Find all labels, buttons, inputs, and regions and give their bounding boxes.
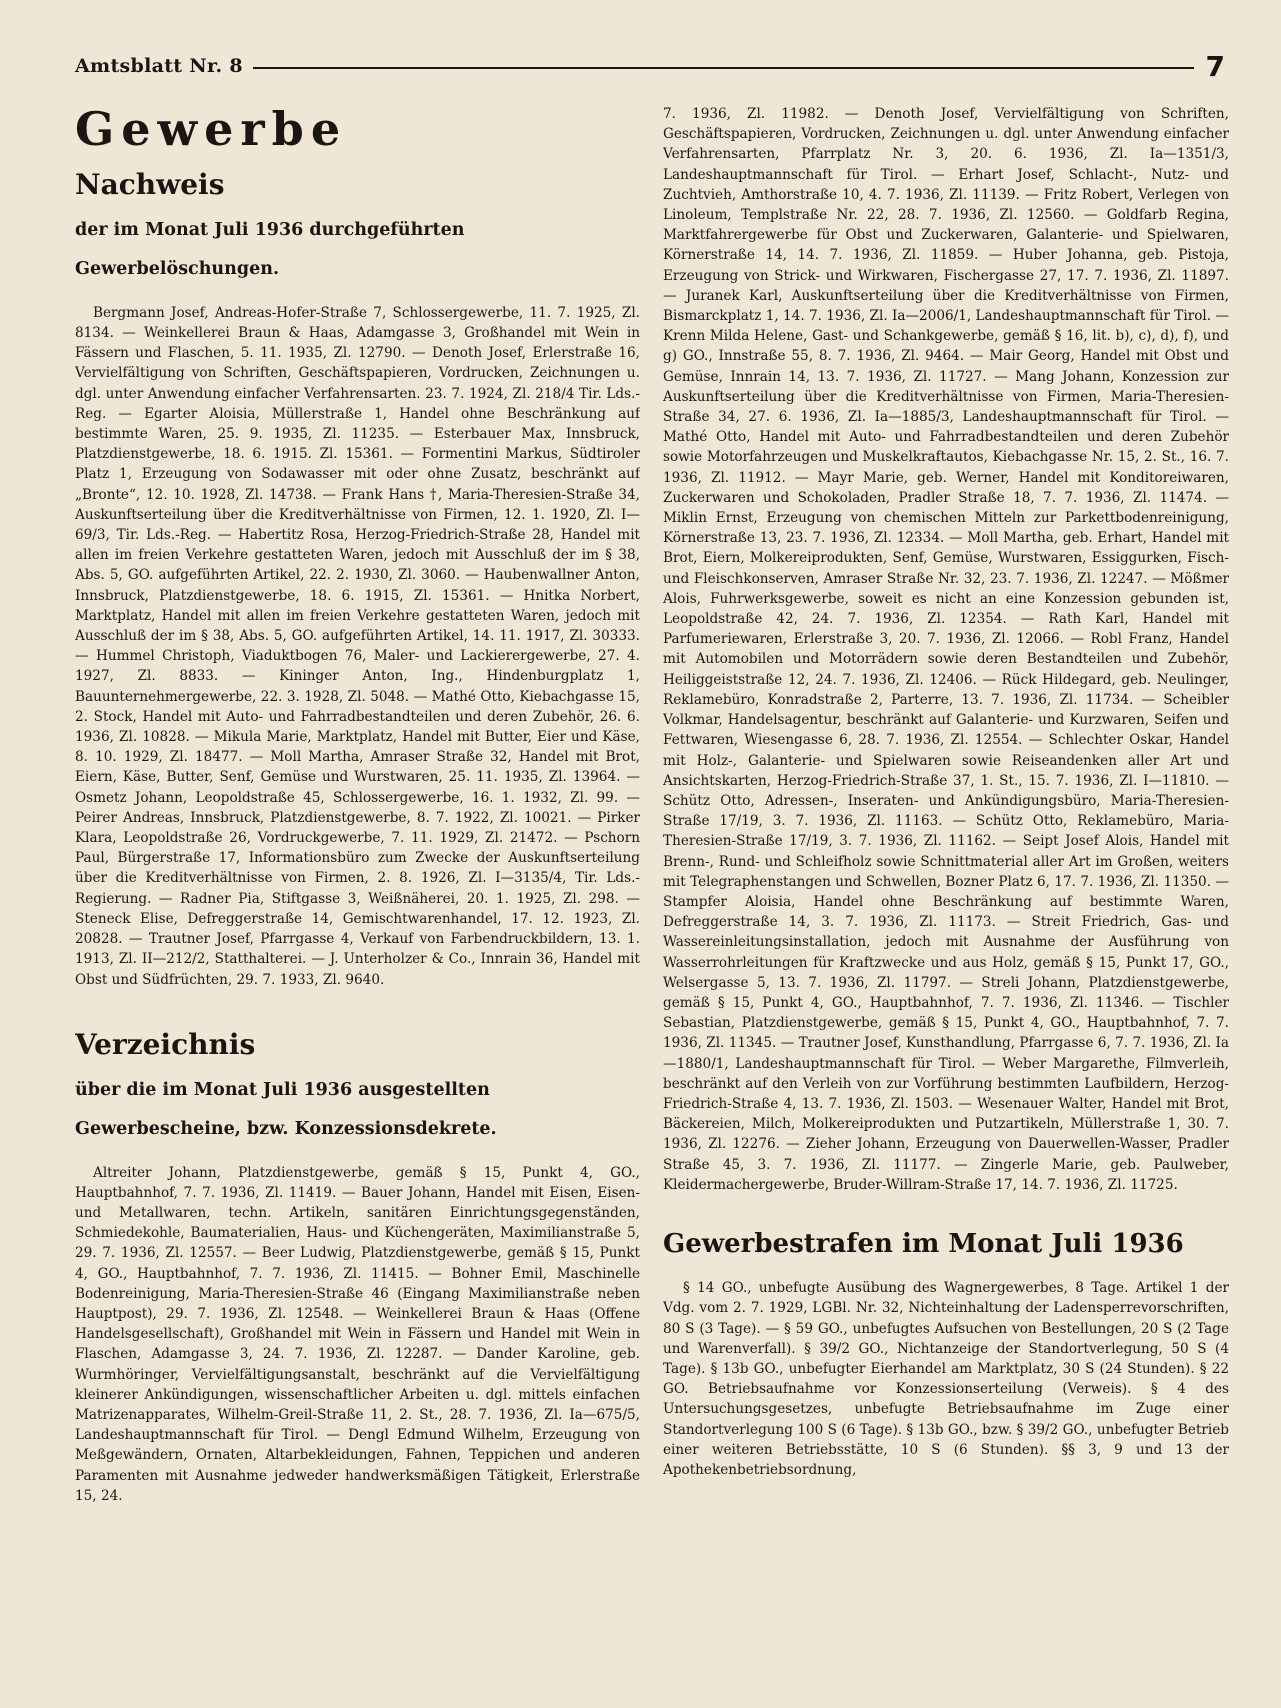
section-title-nachweis: Nachweis [75, 168, 225, 201]
header-title: Amtsblatt Nr. 8 [75, 55, 243, 77]
header-rule [253, 67, 1194, 69]
page-number: 7 [1205, 49, 1225, 83]
right-column [663, 104, 1229, 1480]
section-subtitle-verzeichnis: über die im Monat Juli 1936 ausgestellten Gewerbescheine, bzw. Konzessionsdekrete. [75, 1079, 497, 1139]
gewerbeloeschungen-text: Bergmann Josef, Andreas-Hofer-Straße 7, Schlossergewerbe, 11. 7. 1925, Zl. 8134. — Weinkellerei Braun & Haas, Adamgasse 3, Großhandel mit Wein in Fässern und Flaschen, 5. 11. 1935, Zl. 12790. — Denoth Josef, Erlerstraße 16, Vervielfältigung von Schriften, Geschäftspapieren, Vordrucken, Zeichnungen u. dgl. unter Anwendung einfacher Verfahrensarten. 23. 7. 1924, Zl. 218/4 Tir. Lds.-Reg. — Egarter Aloisia, Müllerstraße 1, Handel ohne Beschränkung auf bestimmte Waren, 25. 9. 1935, Zl. 11235. — Esterbauer Max, Innsbruck, Platzdienstgewerbe, 18. 6. 1915. Zl. 15361. — Formentini Markus, Südtiroler Platz 1, Erzeugung von Sodawasser mit oder ohne Zusatz, beschränkt auf „Bronte“, 12. 10. 1928, Zl. 14738. — Frank Hans †, Maria-Theresien-Straße 34, Auskunftserteilung über die Kreditverhältnisse von Firmen, 12. 1. 1920, Zl. I—69/3, Tir. Lds.-Reg. — Habertitz Rosa, Herzog-Friedrich-Straße 28, Handel mit allen im freien Verkehre gestatteten Waren, jedoch mit Ausschluß der im § 38, Abs. 5, GO. aufgeführten Artikel, 22. 2. 1930, Zl. 3060. — Haubenwallner Anton, Innsbruck, Platzdienstgewerbe, 18. 6. 1915, Zl. 15361. — Hnitka Norbert, Marktplatz, Handel mit allen im freien Verkehre gestatteten Waren, jedoch mit Ausschluß der im § 38, Abs. 5, GO. aufgeführten Artikel, 14. 11. 1917, Zl. 30333. — Hummel Christoph, Viaduktbogen 76, Maler- und Lackierergewerbe, 27. 4. 1927, Zl. 8833. — Kininger Anton, Ing., Hindenburgplatz 1, Bauunternehmergewerbe, 22. 3. 1928, Zl. 5048. — Mathé Otto, Kiebachgasse 15, 2. Stock, Handel mit Auto- und Fahrradbestandteilen und deren Zubehör, 26. 6. 1936, Zl. 10828. — Mikula Marie, Marktplatz, Handel mit Butter, Eier und Käse, 8. 10. 1929, Zl. 18477. — Moll Martha, Amraser Straße 32, Handel mit Brot, Eiern, Käse, Butter, Senf, Gemüse und Wurstwaren, 25. 11. 1935, Zl. 13964. — Osmetz Johann, Leopoldstraße 45, Schlossergewerbe, 16. 1. 1932, Zl. 99. — Peirer Andreas, Innsbruck, Platzdienstgewerbe, 8. 7. 1922, Zl. 10021. — Pirker Klara, Leopoldstraße 26, Vordruckgewerbe, 7. 11. 1929, Zl. 21472. — Pschorn Paul, Bürgerstraße 17, Informationsbüro zum Zwecke der Auskunftserteilung über die Kreditverhältnisse von Firmen, 2. 8. 1926, Zl. I—3135/4, Tir. Lds.-Regierung. — Radner Pia, Stiftgasse 3, Weißnäherei, 20. 1. 1925, Zl. 298. — Steneck Elise, Defreggerstraße 14, Gemischtwarenhandel, 17. 12. 1923, Zl. 20828. — Trautner Josef, Pfarrgasse 4, Verkauf von Farbendruckbildern, 13. 1. 1913, Zl. II—212/2, Statthalterei. — J. Unterholzer & Co., Innrain 36, Handel mit Obst und Südfrüchten, 29. 7. 1933, Zl. 9640. [75, 304, 640, 988]
main-title: Gewerbe [75, 102, 348, 156]
left-column [75, 96, 640, 1506]
gewerbestrafen-text: § 14 GO., unbefugte Ausübung des Wagnergewerbes, 8 Tage. Artikel 1 der Vdg. vom 2. 7. 1929, LGBl. Nr. 32, Nichteinhaltung der Ladensperrevorschriften, 80 S (3 Tage). — § 59 GO., unbefugtes Aufsuchen von Bestellungen, 20 S (2 Tage und Warenverfall). § 39/2 GO., Nichtanzeige der Standortverlegung, 50 S (4 Tage). § 13b GO., unbefugter Eierhandel am Marktplatz, 30 S (24 Stunden). § 22 GO. Betriebsaufnahme vor Konzessionserteilung (Verweis). § 4 des Untersuchungsgesetzes, unbefugte Betriebsaufnahme im Zuge einer Standortverlegung 100 S (6 Tage). § 13b GO., bzw. § 39/2 GO., unbefugter Betrieb einer weiteren Betriebsstätte, 10 S (6 Stunden). §§ 3, 9 und 13 der Apothekenbetriebsordnung, [663, 1280, 1229, 1478]
section-title-gewerbestrafen: Gewerbestrafen im Monat Juli 1936 [663, 1228, 1184, 1259]
gewerbescheine-text: Altreiter Johann, Platzdienstgewerbe, gemäß § 15, Punkt 4, GO., Hauptbahnhof, 7. 7. 1936, Zl. 11419. — Bauer Johann, Handel mit Eisen, Eisen- und Metallwaren, techn. Artikeln, sanitären Einrichtungsgegenständen, Schmiedekohle, Baumaterialien, Haus- und Küchengeräten, Maximilianstraße 5, 29. 7. 1936, Zl. 12557. — Beer Ludwig, Platzdienstgewerbe, gemäß § 15, Punkt 4, GO., Hauptbahnhof, 7. 7. 1936, Zl. 11415. — Bohner Emil, Maschinelle Bodenreinigung, Maria-Theresien-Straße 46 (Eingang Maximilianstraße neben Hauptpost), 29. 7. 1936, Zl. 12548. — Weinkellerei Braun & Haas (Offene Handelsgesellschaft), Großhandel mit Wein in Fässern und Handel mit Wein in Flaschen, Adamgasse 3, 24. 7. 1936, Zl. 12287. — Dander Karoline, geb. Wurmhöringer, Vervielfältigungsanstalt, beschränkt auf die Vervielfältigung kleinerer Ankündigungen, wissenschaftlicher Arbeiten u. dgl. mittels einfachen Matrizenapparates, Wilhelm-Greil-Straße 11, 2. St., 28. 7. 1936, Zl. Ia—675/5, Landeshauptmannschaft für Tirol. — Dengl Edmund Wilhelm, Erzeugung von Meßgewändern, Ornaten, Altarbekleidungen, Fahnen, Teppichen und anderen Paramenten mit Ausnahme jedweder handwerksmäßigen Tätigkeit, Erlerstraße 15, 24. [75, 1164, 640, 1504]
section-title-verzeichnis: Verzeichnis [75, 1027, 256, 1061]
page-header [75, 50, 1225, 82]
gewerbescheine-continued-text: 7. 1936, Zl. 11982. — Denoth Josef, Vervielfältigung von Schriften, Geschäftspapieren, Vordrucken, Zeichnungen u. dgl. unter Anwendung einfacher Verfahrensarten, Pfarrplatz Nr. 3, 20. 6. 1936, Zl. Ia—1351/3, Landeshauptmannschaft für Tirol. — Erhart Josef, Schlacht-, Nutz- und Zuchtvieh, Amthorstraße 10, 4. 7. 1936, Zl. 11139. — Fritz Robert, Verlegen von Linoleum, Templstraße Nr. 22, 28. 7. 1936, Zl. 12560. — Goldfarb Regina, Marktfahrergewerbe für Obst und Zuckerwaren, Galanterie- und Spielwaren, Körnerstraße 14, 14. 7. 1936, Zl. 11859. — Huber Johanna, geb. Pistoja, Erzeugung von Strick- und Wirkwaren, Fischergasse 27, 17. 7. 1936, Zl. 11897. — Juranek Karl, Auskunftserteilung über die Kreditverhältnisse von Firmen, Bismarckplatz 1, 14. 7. 1936, Zl. Ia—2006/1, Landeshauptmannschaft für Tirol. — Krenn Milda Helene, Gast- und Schankgewerbe, gemäß § 16, lit. b), c), d), f), und g) GO., Innstraße 55, 8. 7. 1936, Zl. 9464. — Mair Georg, Handel mit Obst und Gemüse, Innrain 14, 13. 7. 1936, Zl. 11727. — Mang Johann, Konzession zur Auskunftserteilung über die Kreditverhältnisse von Firmen, Maria-Theresien-Straße 34, 27. 6. 1936, Zl. Ia—1885/3, Landeshauptmannschaft für Tirol. — Mathé Otto, Handel mit Auto- und Fahrradbestandteilen und deren Zubehör sowie Motorfahrzeugen und Muskelkraftautos, Kiebachgasse Nr. 15, 2. St., 16. 7. 1936, Zl. 11912. — Mayr Marie, geb. Werner, Handel mit Konditoreiwaren, Zuckerwaren und Schokoladen, Pradler Straße 18, 7. 7. 1936, Zl. 11474. — Miklin Ernst, Erzeugung von chemischen Mitteln zur Parkettbodenreinigung, Körnerstraße 13, 23. 7. 1936, Zl. 12334. — Moll Martha, geb. Erhart, Handel mit Brot, Eiern, Molkereiprodukten, Senf, Gemüse, Wurstwaren, Essiggurken, Fisch- und Fleischkonserven, Amraser Straße Nr. 32, 23. 7. 1936, Zl. 12247. — Mößmer Alois, Fuhrwerksgewerbe, soweit es nicht an eine Konzession gebunden ist, Leopoldstraße 42, 24. 7. 1936, Zl. 12354. — Rath Karl, Handel mit Parfumeriewaren, Erlerstraße 3, 20. 7. 1936, Zl. 12066. — Robl Franz, Handel mit Automobilen und Motorrädern sowie deren Bestandteilen und Zubehör, Heiliggeiststraße 12, 24. 7. 1936, Zl. 12406. — Rück Hildegard, geb. Neulinger, Reklamebüro, Konradstraße 2, Parterre, 13. 7. 1936, Zl. 11734. — Scheibler Volkmar, Handelsagentur, beschränkt auf Galanterie- und Kurzwaren, Seifen und Fettwaren, Wiesengasse 6, 28. 7. 1936, Zl. 12554. — Schlechter Oskar, Handel mit Holz-, Galanterie- und Spielwaren sowie Reiseandenken aller Art und Ansichtskarten, Herzog-Friedrich-Straße 37, 1. St., 15. 7. 1936, Zl. I—11810. — Schütz Otto, Adressen-, Inseraten- und Ankündigungsbüro, Maria-Theresien-Straße 17/19, 3. 7. 1936, Zl. 11163. — Schütz Otto, Reklamebüro, Maria-Theresien-Straße 17/19, 3. 7. 1936, Zl. 11162. — Seipt Josef Alois, Handel mit Brenn-, Rund- und Schleifholz sowie Schnittmaterial aller Art im Großen, weiters mit Telegraphenstangen und Schwellen, Bozner Platz 6, 17. 7. 1936, Zl. 11350. — Stampfer Aloisia, Handel ohne Beschränkung auf bestimmte Waren, Defreggerstraße 14, 3. 7. 1936, Zl. 11173. — Streit Friedrich, Gas- und Wassereinleitungsinstallation, jedoch mit Ausnahme der Ausführung von Wasserrohrleitungen für Kraftzwecke und aus Holz, gemäß § 15, Punkt 17, GO., Welsergasse 5, 13. 7. 1936, Zl. 11797. — Streli Johann, Platzdienstgewerbe, gemäß § 15, Punkt 4, GO., Hauptbahnhof, 7. 7. 1936, Zl. 11346. — Tischler Sebastian, Platzdienstgewerbe, gemäß § 15, Punkt 4, GO., Hauptbahnhof, 7. 7. 1936, Zl. 11345. — Trautner Josef, Kunsthandlung, Pfarrgasse 6, 7. 7. 1936, Zl. Ia—1880/1, Landeshauptmannschaft für Tirol. — Weber Margarethe, Filmverleih, beschränkt auf den Verleih von zur Vorführung bestimmten Laufbildern, Herzog-Friedrich-Straße 4, 13. 7. 1936, Zl. 1503. — Wesenauer Walter, Handel mit Brot, Bäckereien, Milch, Molkereiprodukten und Putzartikeln, Müllerstraße 1, 30. 7. 1936, Zl. 12276. — Zieher Johann, Erzeugung von Dauerwellen-Wasser, Pradler Straße 45, 3. 7. 1936, Zl. 11177. — Zingerle Marie, geb. Paulweber, Kleidermachergewerbe, Bruder-Willram-Straße 17, 14. 7. 1936, Zl. 11725. [663, 106, 1229, 1193]
section-subtitle-nachweis: der im Monat Juli 1936 durchgeführten Gewerbelöschungen. [75, 219, 465, 279]
